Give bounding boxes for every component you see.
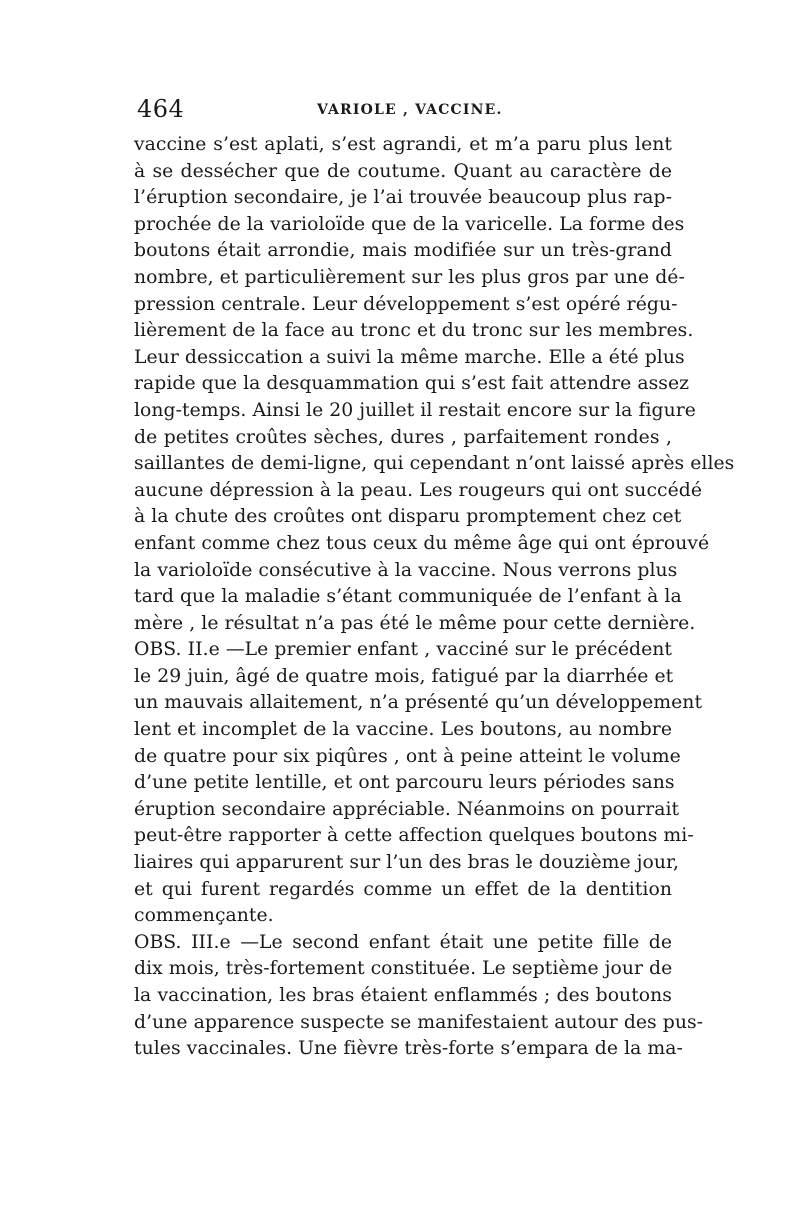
text-line: tules vaccinales. Une fièvre très-forte s’empara de la ma- bbox=[134, 1038, 683, 1060]
text-line: éruption secondaire appréciable. Néanmoins on pourrait bbox=[134, 798, 680, 820]
text-line: pression centrale. Leur développement s’est opéré régu- bbox=[134, 293, 678, 315]
text-line: peut-être rapporter à cette affection quelques boutons mi- bbox=[134, 825, 694, 847]
text-line: lièrement de la face au tronc et du tronc sur les membres. bbox=[134, 320, 694, 342]
text-line: enfant comme chez tous ceux du même âge qui ont éprouvé bbox=[134, 532, 710, 554]
text-line: lent et incomplet de la vaccine. Les boutons, au nombre bbox=[134, 719, 672, 741]
text-line: boutons était arrondie, mais modifiée sur un très-grand bbox=[134, 240, 672, 262]
text-line: dix mois, très-fortement constituée. Le septième jour de bbox=[134, 958, 673, 980]
text-line: à se dessécher que de coutume. Quant au caractère de bbox=[134, 160, 672, 182]
text-line: rapide que la desquammation qui s’est fait attendre assez bbox=[134, 373, 690, 395]
text-line: Leur dessiccation a suivi la même marche. Elle a été plus bbox=[134, 346, 685, 368]
text-line: OBS. II.e —Le premier enfant , vacciné sur le précédent bbox=[134, 639, 672, 661]
running-head bbox=[137, 94, 668, 124]
body-text bbox=[134, 132, 735, 1063]
text-line: vaccine s’est aplati, s’est agrandi, et m’a paru plus lent bbox=[134, 134, 672, 155]
text-line: commençante. bbox=[134, 905, 274, 927]
text-line: et qui furent regardés comme un effet de la dentition bbox=[134, 878, 672, 900]
running-title: VARIOLE , VACCINE. bbox=[317, 102, 503, 118]
text-line: de quatre pour six piqûres , ont à peine atteint le volume bbox=[134, 745, 681, 767]
page-number: 464 bbox=[137, 95, 185, 123]
text-line: le 29 juin, âgé de quatre mois, fatigué par la diarrhée et bbox=[134, 665, 674, 687]
text-line: d’une petite lentille, et ont parcouru leurs périodes sans bbox=[134, 772, 675, 794]
text-line: tard que la maladie s’étant communiquée de l’enfant à la bbox=[134, 586, 682, 608]
text-line: long-temps. Ainsi le 20 juillet il restait encore sur la figure bbox=[134, 399, 696, 421]
text-line: l’éruption secondaire, je l’ai trouvée beaucoup plus rap- bbox=[134, 187, 672, 209]
text-line: la varioloïde consécutive à la vaccine. Nous verrons plus bbox=[134, 559, 678, 581]
text-line: un mauvais allaitement, n’a présenté qu’un développement bbox=[134, 692, 703, 714]
text-line: prochée de la varioloïde que de la varicelle. La forme des bbox=[134, 213, 685, 235]
text-line: liaires qui apparurent sur l’un des bras le douzième jour, bbox=[134, 852, 680, 874]
text-line: mère , le résultat n’a pas été le même pour cette dernière. bbox=[134, 612, 696, 634]
text-line: à la chute des croûtes ont disparu promptement chez cet bbox=[134, 506, 682, 528]
text-line: d’une apparence suspecte se manifestaient autour des pus- bbox=[134, 1011, 704, 1033]
text-line: OBS. III.e —Le second enfant était une petite fille de bbox=[134, 931, 672, 953]
text-line: aucune dépression à la peau. Les rougeurs qui ont succédé bbox=[134, 479, 702, 501]
text-line: nombre, et particulièrement sur les plus gros par une dé- bbox=[134, 266, 685, 288]
text-line: saillantes de demi-ligne, qui cependant n’ont laissé après elles bbox=[134, 453, 735, 475]
text-line: la vaccination, les bras étaient enflammés ; des boutons bbox=[134, 985, 672, 1006]
text-line: de petites croûtes sèches, dures , parfaitement rondes , bbox=[134, 426, 672, 448]
